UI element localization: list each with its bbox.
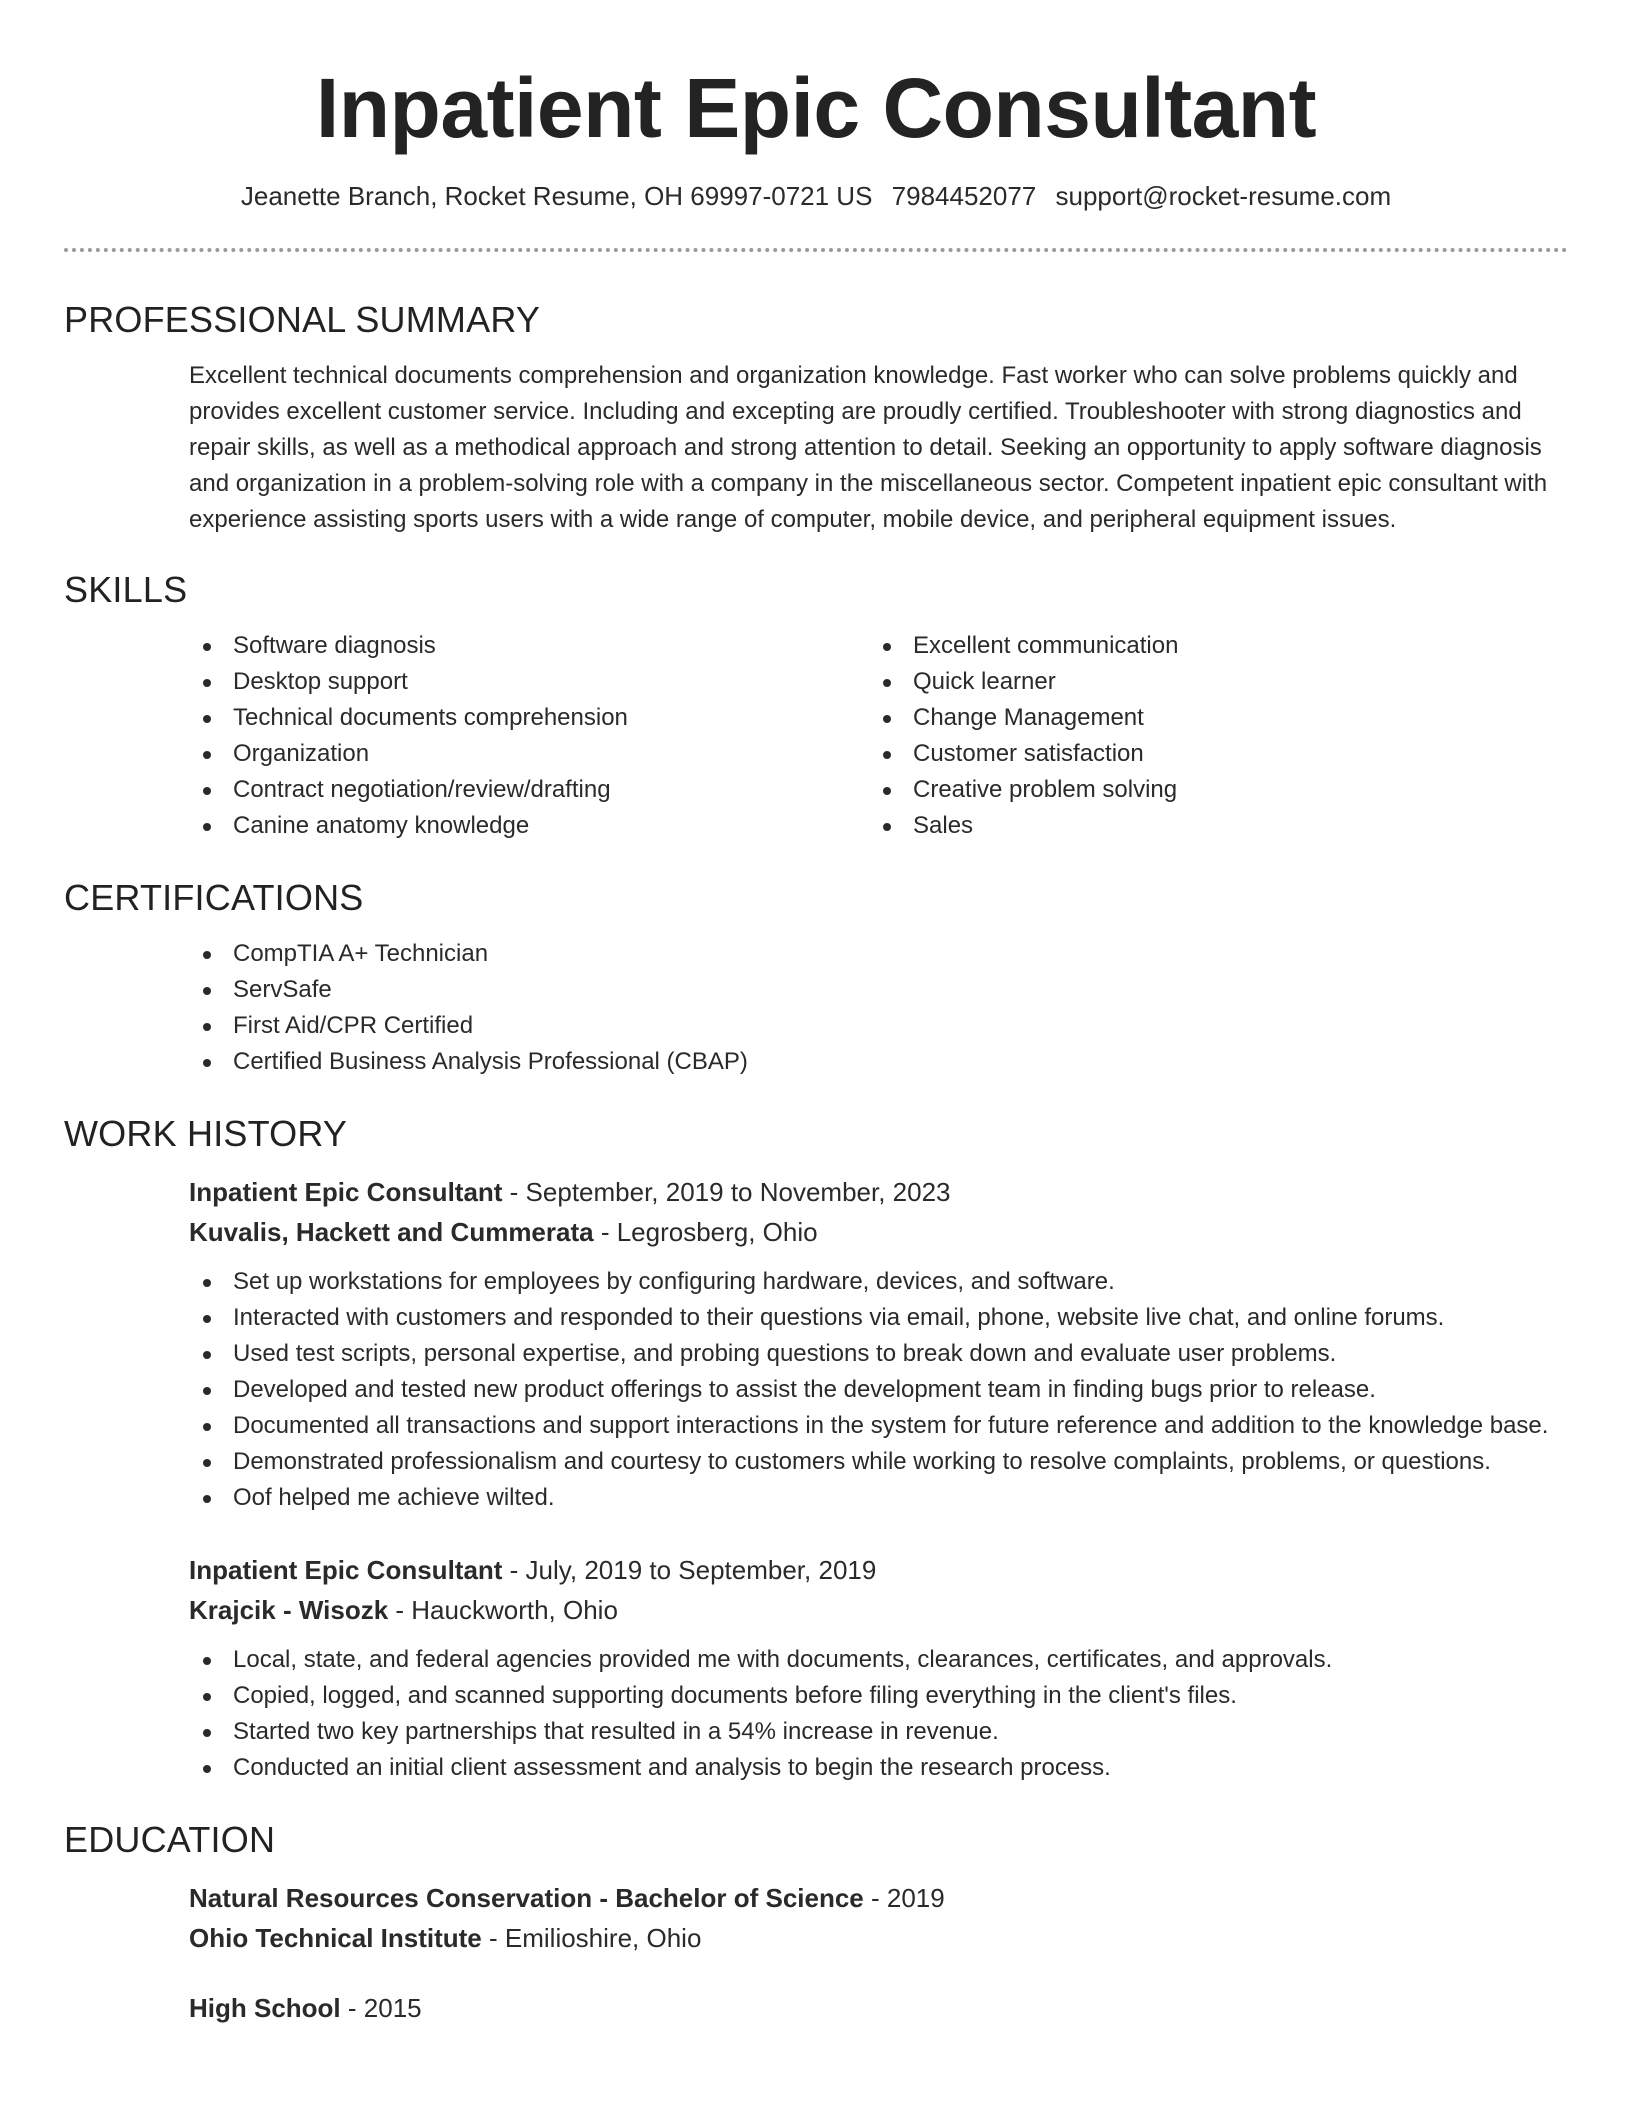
certification-item: Certified Business Analysis Professional (CBAP) (189, 1044, 1568, 1080)
certification-item: ServSafe (189, 972, 1568, 1008)
job-company-line (189, 1212, 1568, 1252)
education-entry (189, 1988, 1568, 2028)
certifications-section (189, 936, 1568, 1080)
certifications-list (189, 936, 1568, 1080)
skill-item: Change Management (869, 700, 1549, 736)
job-location: - Hauckworth, Ohio (388, 1595, 618, 1625)
job-duty: Demonstrated professionalism and courtesy to customers while working to resolve complaints, problems, or questions. (189, 1444, 1569, 1480)
contact-email: support@rocket-resume.com (1055, 181, 1392, 211)
degree-line (189, 1988, 1568, 2028)
education-section (189, 1878, 1568, 2028)
education-heading: EDUCATION (64, 1819, 276, 1860)
job-duty: Copied, logged, and scanned supporting documents before filing everything in the client's files. (189, 1678, 1569, 1714)
job-duty: Documented all transactions and support interactions in the system for future reference and addition to the knowledge base. (189, 1408, 1569, 1444)
skill-item: Creative problem solving (869, 772, 1549, 808)
certification-item: CompTIA A+ Technician (189, 936, 1568, 972)
summary-heading: PROFESSIONAL SUMMARY (64, 299, 541, 340)
job-duties-list (189, 1264, 1569, 1516)
summary-text: Excellent technical documents comprehension and organization knowledge. Fast worker who can solve problems quickly and provides excellent customer service. Including and excepting are proudly certified. Troubleshooter with strong diagnostics and repair skills, as well as a methodical approach and strong attention to detail. Seeking an opportunity to apply software diagnosis and organization in a problem-solving role with a company in the miscellaneous sector. Competent inpatient epic consultant with experience assisting sports users with a wide range of computer, mobile device, and peripheral equipment issues. (189, 362, 1548, 533)
skills-section (189, 628, 1568, 844)
job-duties-list (189, 1642, 1569, 1786)
resume-title: Inpatient Epic Consultant (315, 61, 1317, 155)
skill-item: Sales (869, 808, 1549, 844)
job-company: Krajcik - Wisozk (189, 1595, 389, 1625)
job-duty: Conducted an initial client assessment and analysis to begin the research process. (189, 1750, 1569, 1786)
job-title: Inpatient Epic Consultant (189, 1555, 503, 1585)
school-location: - Emilioshire, Ohio (481, 1923, 702, 1953)
job-dates: - September, 2019 to November, 2023 (502, 1177, 951, 1207)
degree: Natural Resources Conservation - Bachelor of Science (189, 1883, 864, 1913)
job-duty: Oof helped me achieve wilted. (189, 1480, 1569, 1516)
skills-heading: SKILLS (64, 569, 188, 610)
skill-item: Desktop support (189, 664, 869, 700)
degree-line (189, 1878, 1568, 1918)
job-duty: Developed and tested new product offerings to assist the development team in finding bugs prior to release. (189, 1372, 1569, 1408)
certification-item: First Aid/CPR Certified (189, 1008, 1568, 1044)
skill-item: Quick learner (869, 664, 1549, 700)
job-company: Kuvalis, Hackett and Cummerata (189, 1217, 594, 1247)
school-line (189, 1918, 1568, 1958)
school-name: Ohio Technical Institute (189, 1923, 482, 1953)
skill-item: Excellent communication (869, 628, 1549, 664)
skill-item: Canine anatomy knowledge (189, 808, 869, 844)
summary-section (189, 358, 1568, 538)
education-entry (189, 1878, 1568, 1958)
skill-item: Organization (189, 736, 869, 772)
job-title-line (189, 1172, 1568, 1212)
contact-line (64, 178, 1568, 214)
job-duty: Local, state, and federal agencies provided me with documents, clearances, certificates, and approvals. (189, 1642, 1569, 1678)
job-duty: Started two key partnerships that resulted in a 54% increase in revenue. (189, 1714, 1569, 1750)
degree: High School (189, 1993, 341, 2023)
certifications-heading: CERTIFICATIONS (64, 877, 364, 918)
skills-column-2 (869, 628, 1549, 844)
job-location: - Legrosberg, Ohio (593, 1217, 818, 1247)
job-title-line (189, 1550, 1568, 1590)
job-duty: Used test scripts, personal expertise, and probing questions to break down and evaluate user problems. (189, 1336, 1569, 1372)
skill-item: Contract negotiation/review/drafting (189, 772, 869, 808)
contact-phone: 7984452077 (891, 181, 1037, 211)
job-company-line (189, 1590, 1568, 1630)
work-history-heading: WORK HISTORY (64, 1113, 348, 1154)
resume-page (64, 0, 1568, 2028)
skill-item: Customer satisfaction (869, 736, 1549, 772)
skills-column-1 (189, 628, 869, 844)
work-history-section (189, 1172, 1568, 1786)
contact-address: Jeanette Branch, Rocket Resume, OH 69997-0721 US (240, 181, 873, 211)
graduation-year: - 2015 (340, 1993, 422, 2023)
job-entry (189, 1550, 1568, 1786)
graduation-year: - 2019 (863, 1883, 945, 1913)
job-dates: - July, 2019 to September, 2019 (502, 1555, 877, 1585)
job-duty: Interacted with customers and responded to their questions via email, phone, website live chat, and online forums. (189, 1300, 1569, 1336)
skill-item: Technical documents comprehension (189, 700, 869, 736)
job-duty: Set up workstations for employees by configuring hardware, devices, and software. (189, 1264, 1569, 1300)
job-entry (189, 1172, 1568, 1516)
header-divider (64, 248, 1568, 252)
job-title: Inpatient Epic Consultant (189, 1177, 503, 1207)
skill-item: Software diagnosis (189, 628, 869, 664)
